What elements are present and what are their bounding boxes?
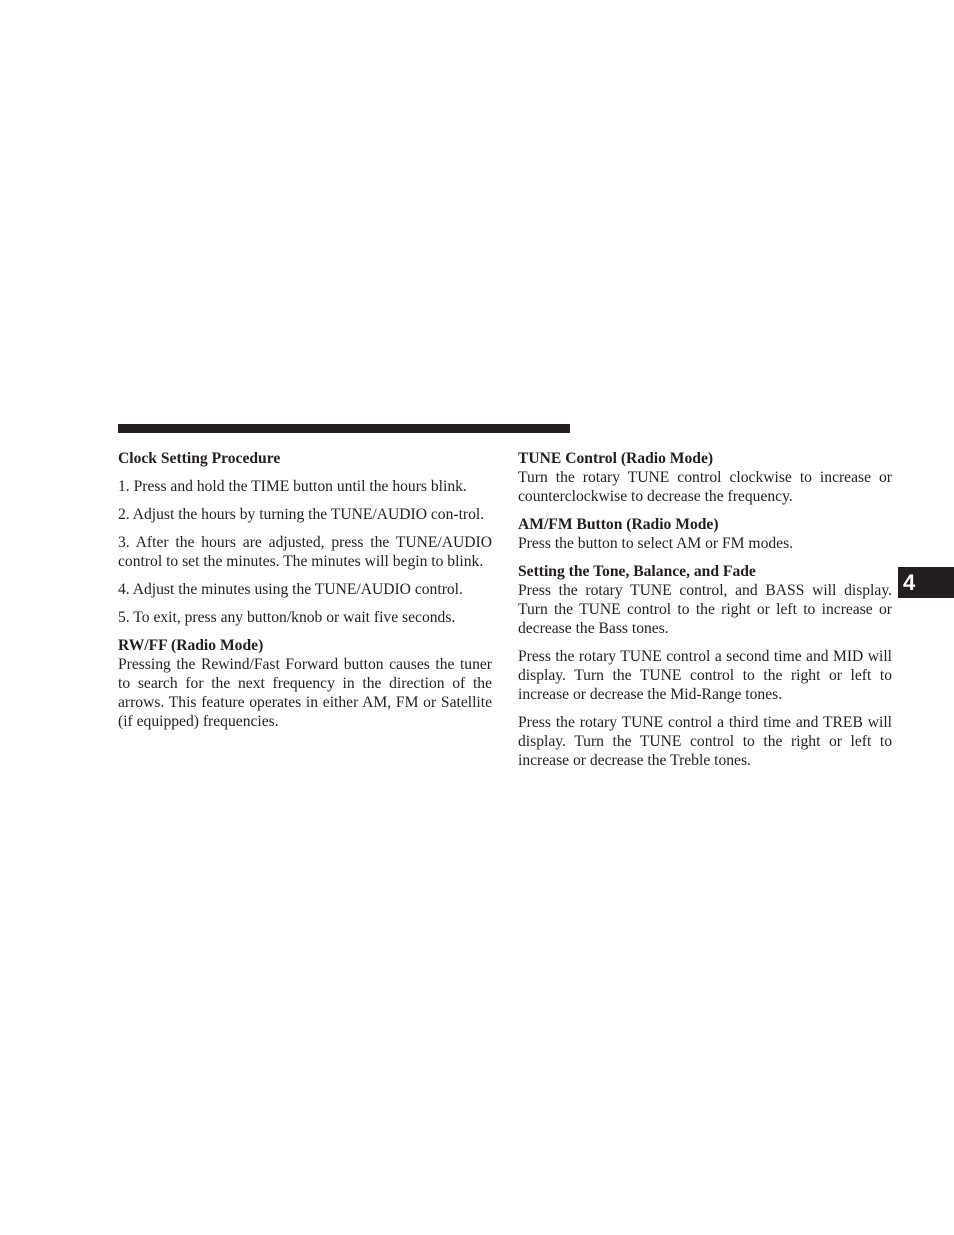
clock-step-2: 2. Adjust the hours by turning the TUNE/AUDIO con-trol.: [118, 506, 485, 523]
clock-step-4: 4. Adjust the minutes using the TUNE/AUDIO control.: [118, 581, 463, 598]
tune-control-paragraph: Turn the rotary TUNE control clockwise to increase or counterclockwise to decrease the frequency.: [518, 469, 892, 505]
tune-control-heading: TUNE Control (Radio Mode): [518, 450, 714, 467]
clock-step-1: 1. Press and hold the TIME button until the hours blink.: [118, 478, 467, 495]
amfm-paragraph: Press the button to select AM or FM modes.: [518, 535, 794, 552]
clock-setting-heading: Clock Setting Procedure: [118, 450, 281, 467]
tone-paragraph-mid: Press the rotary TUNE control a second time and MID will display. Turn the TUNE control to the right or left to increase or decrease the Mid-Range tones.: [518, 648, 892, 703]
chapter-tab: 4: [898, 567, 954, 598]
clock-step-5: 5. To exit, press any button/knob or wait five seconds.: [118, 609, 456, 626]
amfm-heading: AM/FM Button (Radio Mode): [518, 516, 719, 533]
rwff-paragraph: Pressing the Rewind/Fast Forward button causes the tuner to search for the next frequency in the direction of the arrows. This feature operates in either AM, FM or Satellite (if equipped) frequencies.: [118, 656, 492, 730]
tone-paragraph-treble: Press the rotary TUNE control a third time and TREB will display. Turn the TUNE control to the right or left to increase or decrease the Treble tones.: [518, 714, 892, 769]
tone-paragraph-bass: Press the rotary TUNE control, and BASS will display. Turn the TUNE control to the right or left to increase or decrease the Bass tones.: [518, 582, 892, 637]
tone-heading: Setting the Tone, Balance, and Fade: [518, 563, 756, 580]
rwff-heading: RW/FF (Radio Mode): [118, 637, 264, 654]
right-column: [518, 449, 892, 770]
section-top-rule: [118, 424, 570, 433]
left-column: [118, 449, 492, 731]
clock-step-3: 3. After the hours are adjusted, press the TUNE/AUDIO control to set the minutes. The minutes will begin to blink.: [118, 534, 492, 570]
